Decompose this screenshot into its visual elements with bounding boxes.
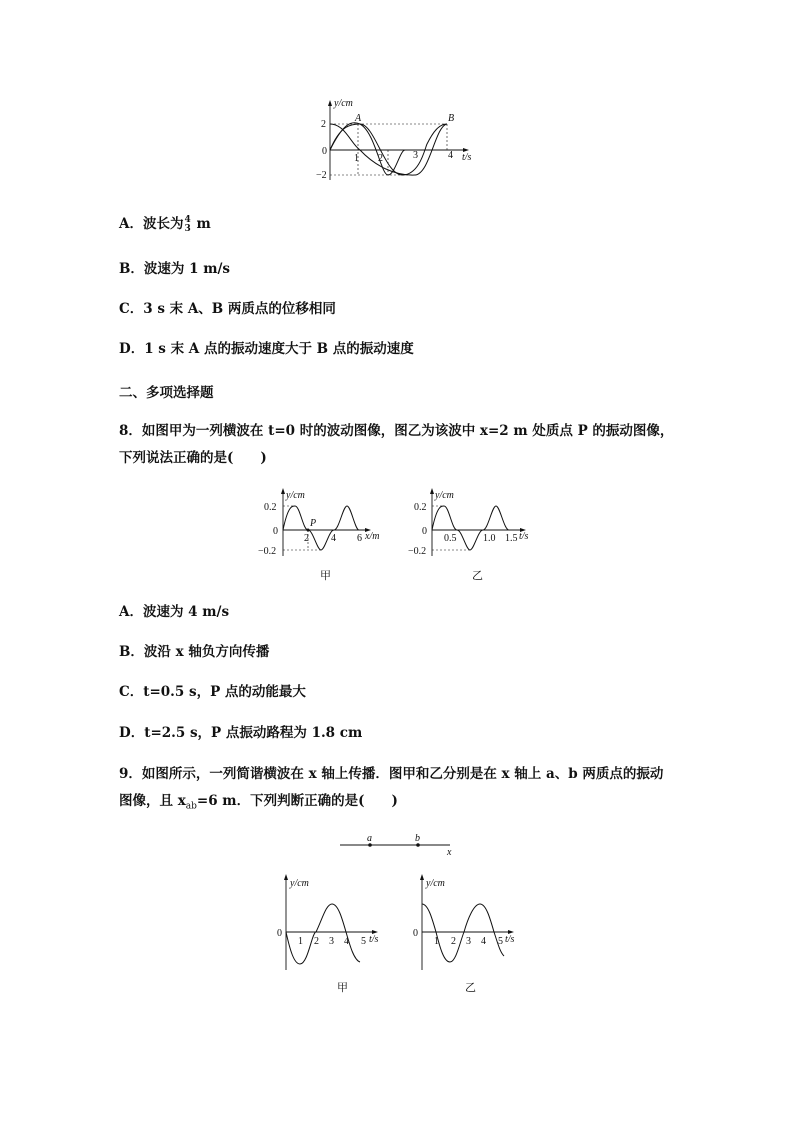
svg-text:1: 1 <box>434 936 439 947</box>
svg-text:2: 2 <box>304 533 309 544</box>
svg-text:3: 3 <box>329 936 334 947</box>
svg-text:x: x <box>447 847 452 858</box>
svg-text:−0.2: −0.2 <box>258 546 277 557</box>
svg-text:4: 4 <box>448 150 453 161</box>
svg-text:0: 0 <box>277 928 282 939</box>
q7-option-d: D．1 s 末 A 点的振动速度大于 B 点的振动速度 <box>119 341 414 357</box>
svg-text:4: 4 <box>481 936 486 947</box>
svg-text:5: 5 <box>498 936 503 947</box>
point-p-label: P <box>310 518 317 529</box>
svg-text:3: 3 <box>413 150 418 161</box>
point-b-label: b <box>415 833 420 844</box>
svg-text:2: 2 <box>314 936 319 947</box>
point-a-label: a <box>367 833 372 844</box>
wave-curve-b <box>330 124 447 175</box>
svg-text:1.0: 1.0 <box>483 533 496 544</box>
svg-text:t/s: t/s <box>369 934 379 945</box>
svg-text:1: 1 <box>298 936 303 947</box>
caption-yi: 乙 <box>472 569 483 582</box>
svg-text:2: 2 <box>321 119 326 130</box>
svg-text:y/cm: y/cm <box>426 878 445 889</box>
q8-option-b: B．波沿 x 轴负方向传播 <box>119 644 270 660</box>
q7-option-b: B．波速为 1 m/s <box>119 261 231 277</box>
svg-text:1.5: 1.5 <box>505 533 518 544</box>
q7-option-c: C．3 s 末 A、B 两质点的位移相同 <box>119 301 336 317</box>
svg-text:0: 0 <box>322 146 327 157</box>
svg-text:5: 5 <box>361 936 366 947</box>
q7-graph <box>315 96 485 186</box>
svg-text:0.2: 0.2 <box>264 502 277 513</box>
q9-axis-figure <box>338 830 463 858</box>
svg-text:0: 0 <box>273 526 278 537</box>
svg-text:0.5: 0.5 <box>444 533 457 544</box>
fraction: 4 3 <box>184 214 191 234</box>
q8-stem-line1: 8．如图甲为一列横波在 t=0 时的波动图像，图乙为该波中 x=2 m 处质点 P 的振动图像， <box>119 423 674 439</box>
svg-text:t/s: t/s <box>505 934 515 945</box>
svg-text:6: 6 <box>357 533 362 544</box>
q9-graph-yi <box>412 872 532 972</box>
svg-text:−2: −2 <box>316 170 327 181</box>
q8-vibration-graph-yi <box>410 486 545 556</box>
q7-option-a: A．波长为 4 3 m <box>119 214 211 234</box>
point-a-label: A <box>355 113 362 124</box>
svg-text:−0.2: −0.2 <box>408 546 427 557</box>
caption-yi: 乙 <box>465 981 476 994</box>
svg-text:2: 2 <box>378 153 383 164</box>
q8-option-c: C．t=0.5 s，P 点的动能最大 <box>119 684 306 700</box>
caption-jia: 甲 <box>320 569 331 582</box>
svg-text:t/s: t/s <box>519 531 529 542</box>
q9-stem-line2: 图像，且 $x_{ab}=6$ m．下列判断正确的是( ) <box>119 793 398 812</box>
wave-curve-a <box>330 123 405 175</box>
q8-stem-line2: 下列说法正确的是( ) <box>119 450 267 466</box>
q9-graph-jia <box>272 872 392 972</box>
q9-stem-line1: 9．如图所示，一列简谐横波在 x 轴上传播．图甲和乙分别是在 x 轴上 a、b 两质点的振动 <box>119 766 664 782</box>
section-title: 二、多项选择题 <box>119 385 214 401</box>
q8-option-d: D．t=2.5 s，P 点振动路程为 1.8 cm <box>119 725 363 741</box>
svg-text:4: 4 <box>331 533 336 544</box>
svg-text:0: 0 <box>413 928 418 939</box>
svg-text:3: 3 <box>466 936 471 947</box>
svg-text:x/m: x/m <box>365 531 380 542</box>
svg-text:1: 1 <box>354 153 359 164</box>
svg-text:4: 4 <box>344 936 349 947</box>
point-b-label: B <box>448 113 455 124</box>
svg-text:2: 2 <box>451 936 456 947</box>
svg-text:0: 0 <box>422 526 427 537</box>
svg-text:0.2: 0.2 <box>414 502 427 513</box>
q8-wave-graph-jia <box>255 486 395 556</box>
q8-option-a: A．波速为 4 m/s <box>119 604 230 620</box>
svg-text:y/cm: y/cm <box>435 490 454 501</box>
caption-jia: 甲 <box>337 981 348 994</box>
y-axis-label: y/cm <box>334 98 353 109</box>
t-axis-label: t/s <box>462 152 472 163</box>
svg-text:y/cm: y/cm <box>290 878 309 889</box>
svg-text:y/cm: y/cm <box>286 490 305 501</box>
